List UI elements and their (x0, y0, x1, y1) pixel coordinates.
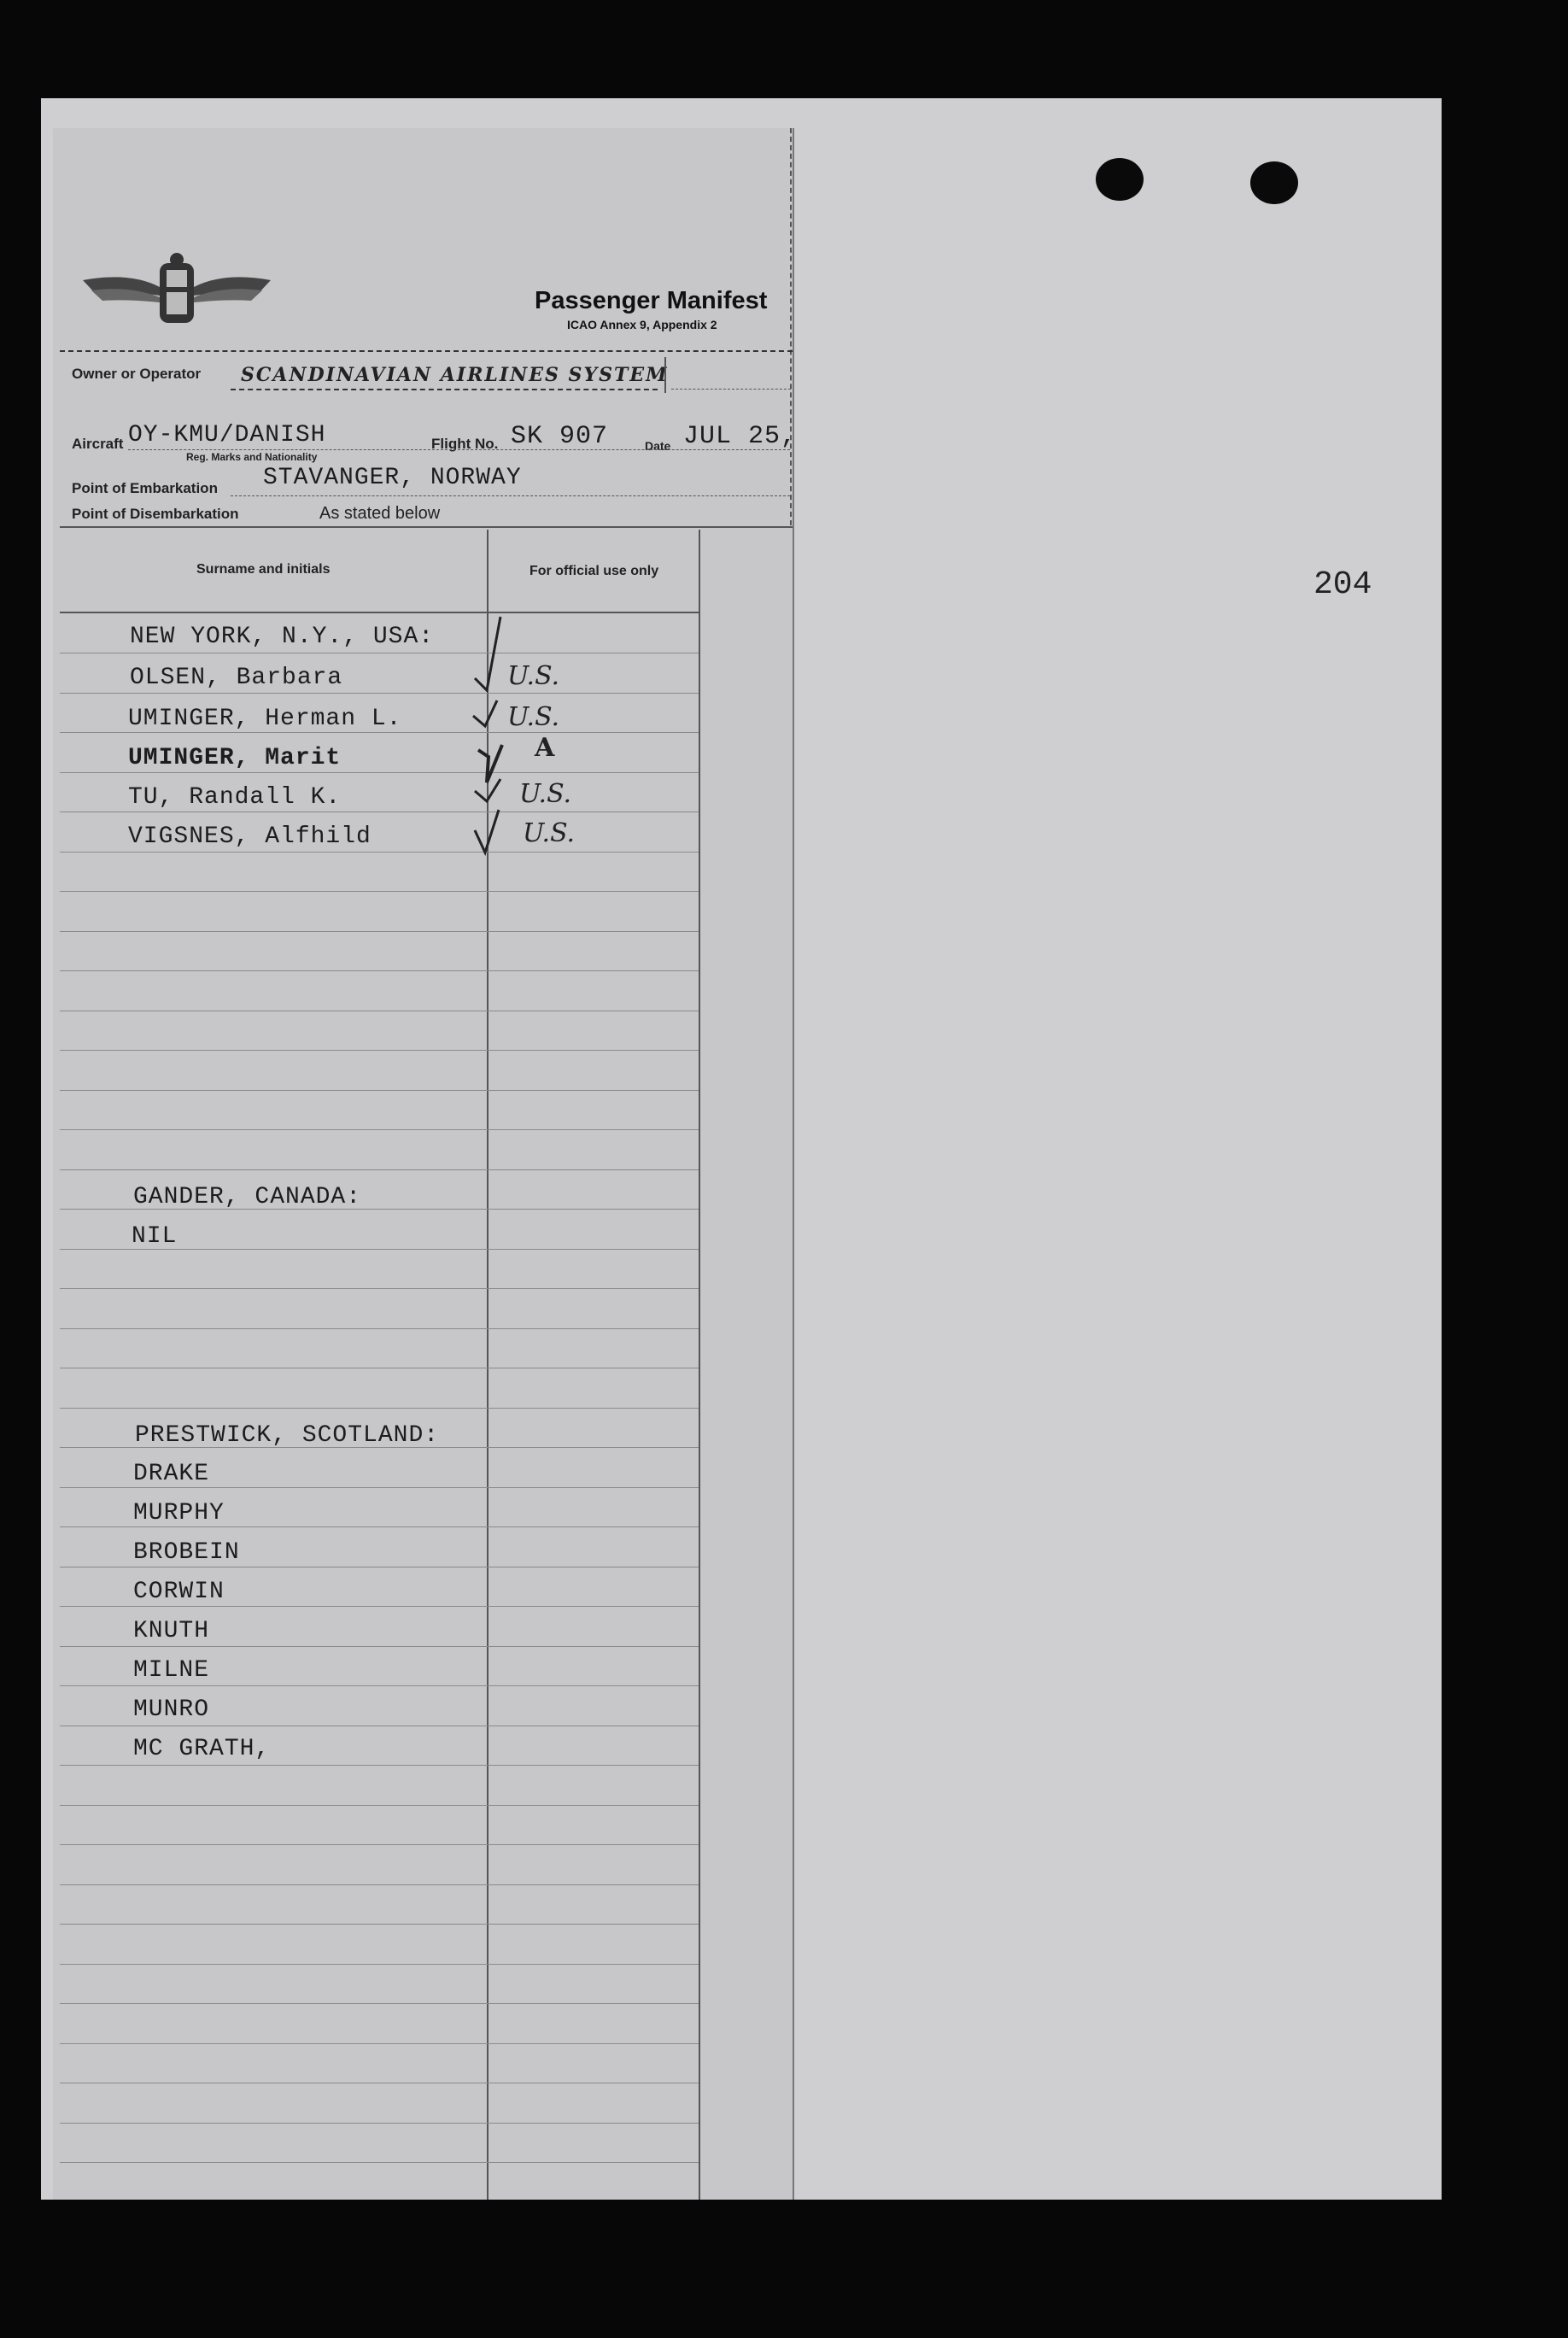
owner-label: Owner or Operator (72, 366, 202, 382)
airline-logo-icon (79, 246, 275, 340)
official-mark: U.S. (507, 702, 560, 732)
table-row-rule (60, 1646, 699, 1647)
official-mark: U.S. (507, 661, 560, 691)
date-label: Date (645, 439, 671, 453)
table-row-rule (60, 1090, 699, 1091)
table-row-rule (60, 772, 699, 773)
table-row-rule (60, 732, 699, 733)
owner-value: SCANDINAVIAN AIRLINES SYSTEM (241, 364, 669, 386)
flight-value: SK 907 (511, 422, 609, 451)
group-heading: GANDER, CANADA: (133, 1184, 362, 1210)
header-divider (60, 350, 793, 352)
disembarkation-value: As stated below (319, 504, 441, 523)
embarkation-value: STAVANGER, NORWAY (263, 465, 522, 491)
passenger-name: DRAKE (133, 1461, 210, 1487)
official-mark: U.S. (519, 779, 572, 809)
official-column-header: For official use only (529, 564, 659, 578)
surname-column-header: Surname and initials (196, 562, 331, 577)
passenger-name: TU, Randall K. (128, 784, 342, 811)
form-subtitle: ICAO Annex 9, Appendix 2 (567, 318, 717, 331)
passenger-name: MURPHY (133, 1500, 225, 1526)
aircraft-label: Aircraft (72, 436, 124, 452)
table-row-rule (60, 931, 699, 932)
table-row-rule (60, 1408, 699, 1409)
disembarkation-rule (60, 526, 793, 528)
checkmark-icon (453, 612, 547, 868)
table-header-rule (60, 612, 700, 613)
table-row-rule (60, 1050, 699, 1051)
table-row-rule (60, 2162, 699, 2163)
table-row-rule (60, 970, 699, 971)
table-row-rule (60, 852, 699, 853)
group-heading: NEW YORK, N.Y., USA: (130, 624, 435, 650)
table-row-rule (60, 1924, 699, 1925)
table-row-rule (60, 1844, 699, 1845)
passenger-name: NIL (132, 1223, 178, 1250)
passenger-name: UMINGER, Marit (128, 745, 342, 771)
table-right-edge (699, 530, 700, 2200)
aircraft-sub-label: Reg. Marks and Nationality (186, 451, 318, 463)
table-row-rule (60, 2043, 699, 2044)
owner-rule (231, 389, 658, 390)
passenger-name: MILNE (133, 1657, 210, 1684)
table-row-rule (60, 1328, 699, 1329)
table-row-rule (60, 2123, 699, 2124)
table-row-rule (60, 1169, 699, 1170)
embarkation-rule (231, 495, 790, 496)
date-value: JUL 25, (683, 422, 798, 451)
punch-hole (1096, 158, 1144, 201)
embarkation-label: Point of Embarkation (72, 480, 218, 496)
passenger-name: MC GRATH, (133, 1736, 271, 1762)
table-row-rule (60, 1765, 699, 1766)
aircraft-value: OY-KMU/DANISH (128, 422, 326, 448)
table-row-rule (60, 1487, 699, 1488)
disembarkation-label: Point of Disembarkation (72, 506, 239, 522)
table-row-rule (60, 693, 699, 694)
aircraft-rule (128, 449, 790, 450)
passenger-name: CORWIN (133, 1579, 225, 1605)
table-row-rule (60, 1685, 699, 1686)
table-row-rule (60, 1805, 699, 1806)
passenger-name: VIGSNES, Alfhild (128, 823, 372, 850)
table-row-rule (60, 1606, 699, 1607)
passenger-name: MUNRO (133, 1696, 210, 1723)
group-heading: PRESTWICK, SCOTLAND: (135, 1422, 440, 1449)
table-row-rule (60, 1288, 699, 1289)
official-mark: A (535, 733, 555, 763)
passenger-name: BROBEIN (133, 1539, 240, 1566)
page-number: 204 (1313, 566, 1372, 603)
table-row-rule (60, 1964, 699, 1965)
table-row-rule (60, 1884, 699, 1885)
perforation-line (790, 128, 792, 525)
table-row-rule (60, 891, 699, 892)
passenger-name: KNUTH (133, 1618, 210, 1644)
official-mark: U.S. (523, 818, 576, 848)
form-title: Passenger Manifest (535, 287, 768, 314)
passenger-name: UMINGER, Herman L. (128, 706, 402, 732)
punch-hole (1250, 161, 1298, 204)
owner-tail-rule (671, 389, 791, 390)
table-row-rule (60, 1129, 699, 1130)
owner-tick (664, 357, 666, 393)
table-row-rule (60, 1526, 699, 1527)
passenger-name: OLSEN, Barbara (130, 665, 343, 691)
table-row-rule (60, 2003, 699, 2004)
flight-label: Flight No. (431, 436, 499, 452)
